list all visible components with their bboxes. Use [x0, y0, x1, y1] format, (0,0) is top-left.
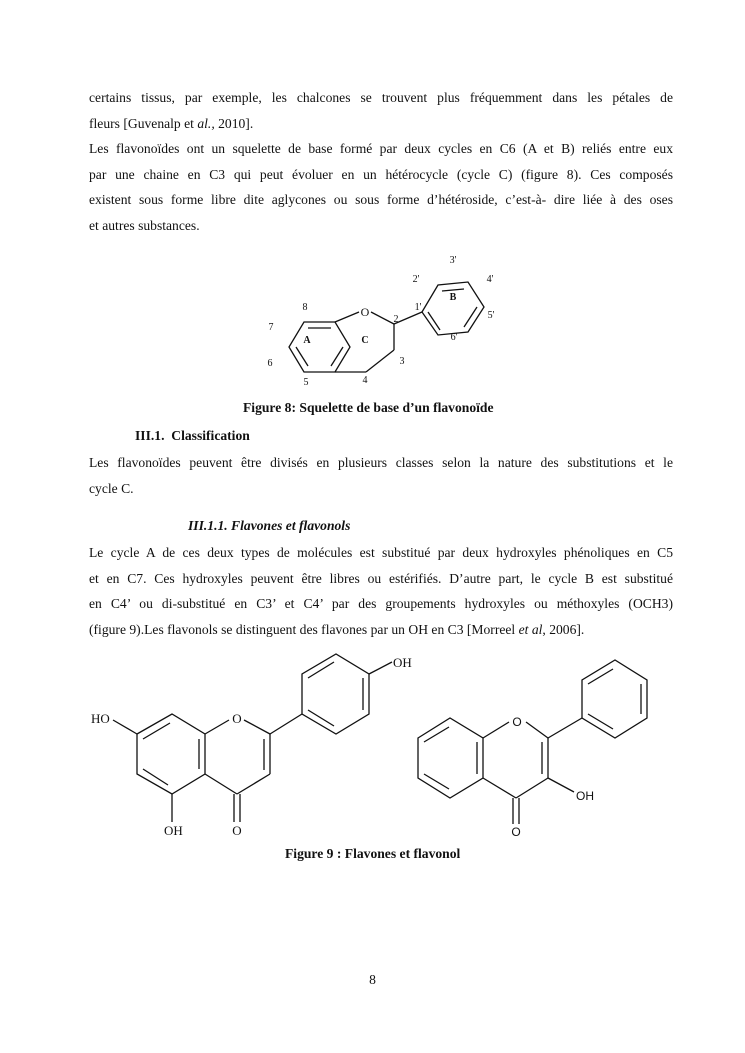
fig8-label-ring-c: C [361, 335, 369, 346]
fig8-label-6: 6 [267, 358, 273, 369]
section-line-2: cycle C. [89, 480, 134, 496]
fig8-label-4p: 4' [486, 274, 494, 285]
flavone-oh-bottom: OH [164, 823, 183, 838]
figure-8-caption: Figure 8: Squelette de base d’un flavonoïde [243, 400, 494, 415]
subsection-line-4-text: (figure 9).Les flavonols se distinguent des flavones par un OH en C3 [Morreel [89, 621, 519, 637]
fig8-label-3p: 3' [449, 255, 457, 266]
subsection-line-1: Le cycle A de ces deux types de molécules est substitué par deux hydroxyles phénoliques en C5 [89, 545, 673, 560]
fig8-label-3: 3 [399, 356, 405, 367]
fig8-label-8: 8 [302, 302, 308, 313]
figure-9-caption: Figure 9 : Flavones et flavonol [285, 846, 461, 861]
section-title: Classification [171, 428, 250, 443]
fig8-label-o: O [360, 305, 370, 319]
fig8-label-7: 7 [268, 322, 274, 333]
fig8-label-5: 5 [303, 377, 309, 388]
flavonol-oh: OH [576, 789, 594, 803]
intro-line-3: Les flavonoïdes ont un squelette de base formé par deux cycles en C6 (A et B) reliés entre eux [89, 141, 673, 157]
subsection-line-4-italic: et al [518, 621, 543, 637]
fig8-label-1p: 1' [414, 302, 422, 313]
page-number: 8 [369, 972, 376, 987]
flavone-oh-top: OH [393, 655, 412, 670]
flavone-o-carbonyl: O [232, 823, 242, 838]
intro-line-2-italic: al., [197, 115, 215, 131]
fig8-label-ring-a: A [303, 335, 311, 346]
fig8-label-ring-b: B [449, 292, 457, 303]
fig8-label-6p: 6' [450, 332, 458, 343]
flavone-o-ring: O [232, 711, 242, 726]
flavone-ho-left: HO [91, 711, 110, 726]
subsection-heading: III.1.1. Flavones et flavonols [188, 518, 351, 533]
intro-line-6: et autres substances. [89, 217, 200, 233]
fig8-label-5p: 5' [487, 310, 495, 321]
subsection-line-2: et en C7. Ces hydroxyles peuvent être libres ou estérifiés. D’autre part, le cycle B est substitué [89, 570, 673, 586]
flavonol-o-ring: O [512, 715, 522, 729]
fig8-label-4: 4 [362, 375, 368, 386]
intro-line-2-end: 2010]. [214, 115, 254, 131]
flavonol-o-carbonyl: O [511, 825, 521, 839]
section-number: III.1. [135, 428, 165, 443]
intro-line-2-text: fleurs [Guvenalp et [89, 115, 198, 131]
intro-line-4: par une chaine en C3 qui peut évoluer en un hétérocycle (cycle C) (figure 8). Ces composés [89, 166, 673, 182]
fig8-label-2: 2 [393, 314, 399, 325]
subsection-line-3: en C4’ ou di-substitué en C3’ et C4’ par des groupements hydroxyles ou méthoxyles (OCH3) [89, 596, 673, 612]
fig8-label-2p: 2' [412, 274, 420, 285]
subsection-line-4-end: , 2006]. [542, 621, 585, 637]
intro-line-5: existent sous forme libre dite aglycones ou sous forme d’hétéroside, c’est-à- dire liée à des oses [89, 192, 673, 208]
section-line-1: Les flavonoïdes peuvent être divisés en plusieurs classes selon la nature des substitutions et le [89, 455, 673, 470]
intro-line-1: certains tissus, par exemple, les chalcones se trouvent plus fréquemment dans les pétales de [89, 90, 673, 105]
